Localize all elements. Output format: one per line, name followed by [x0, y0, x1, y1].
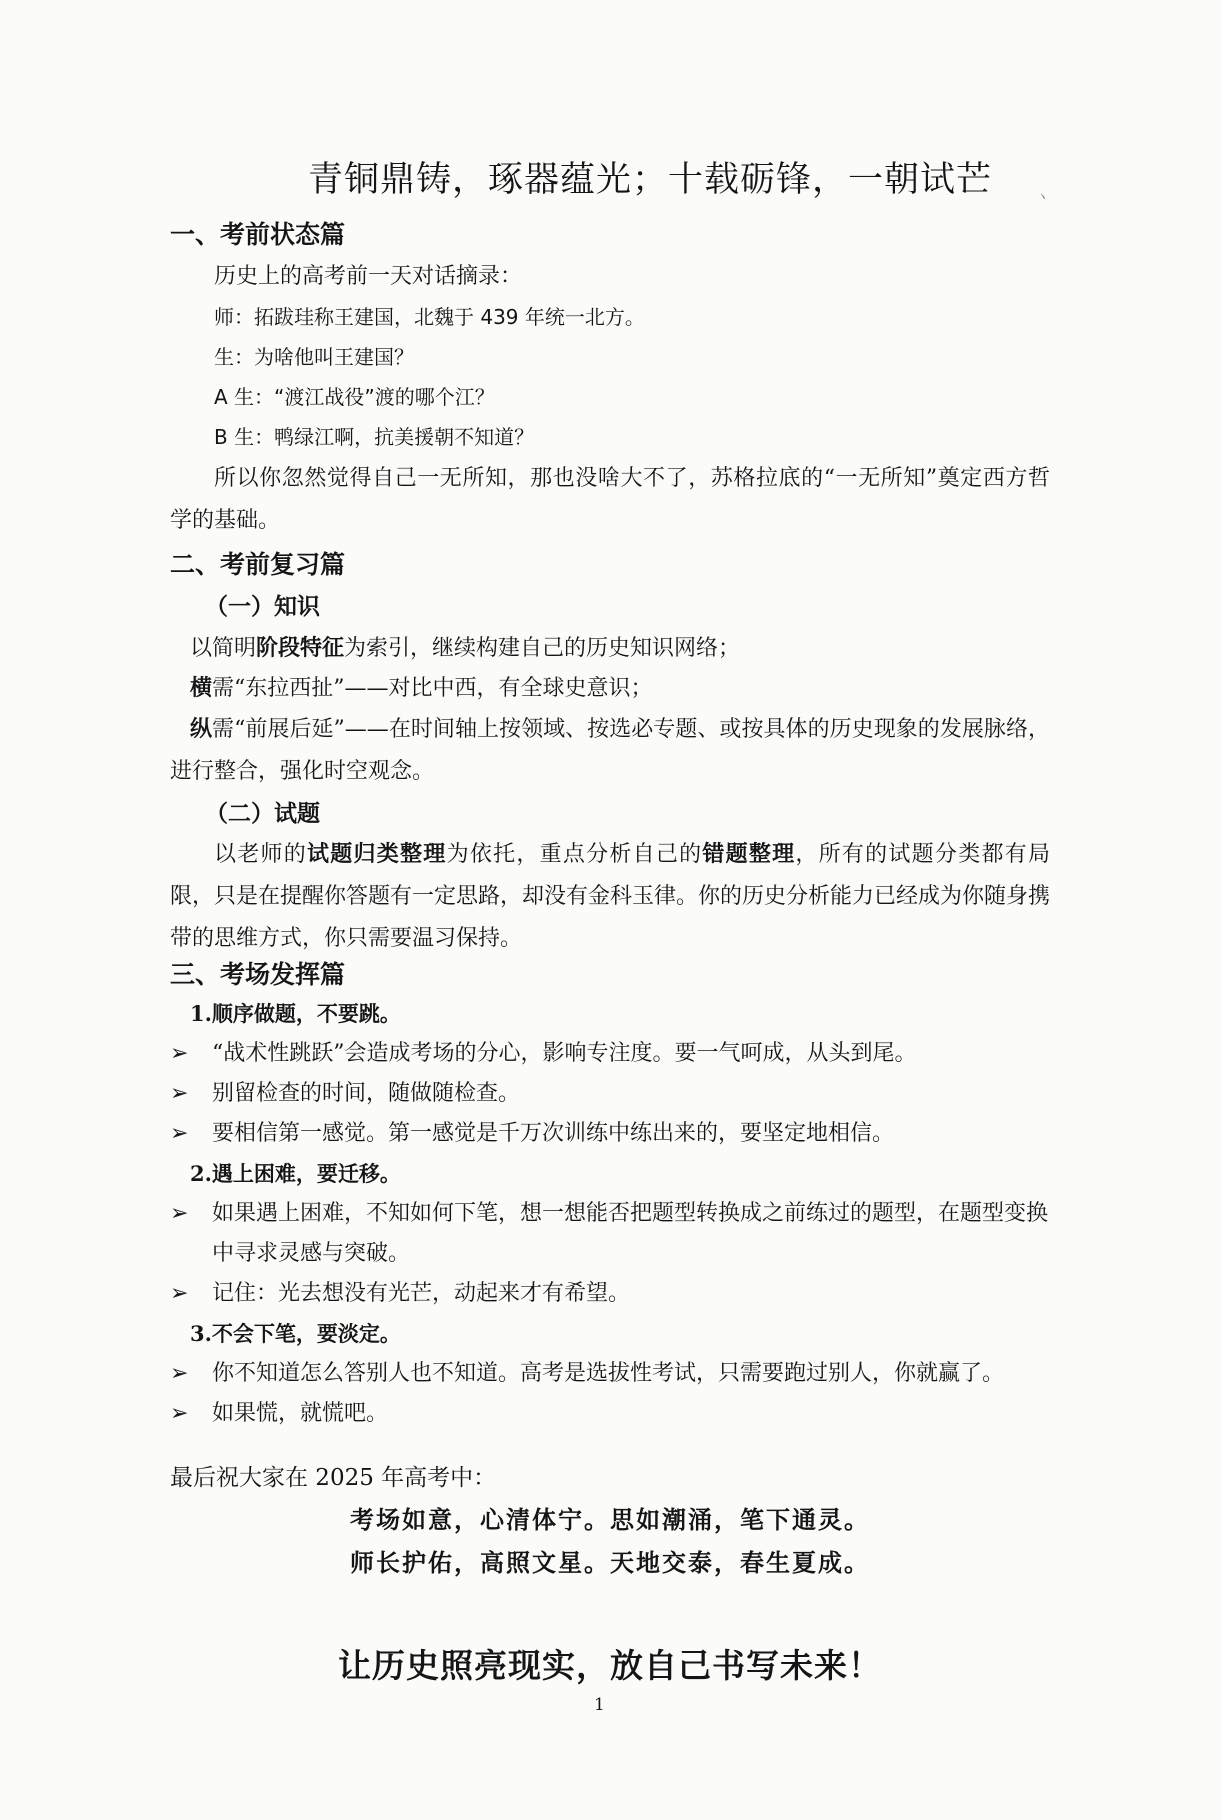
section3-heading: 三、考场发挥篇	[170, 960, 346, 989]
bullet-item: ➢ 记住：光去想没有光芒，动起来才有希望。	[170, 1274, 1050, 1314]
closing-intro: 最后祝大家在 2025 年高考中：	[170, 1465, 497, 1491]
arrow-bullet-icon: ➢	[170, 1081, 189, 1106]
page-number: 1	[594, 1695, 605, 1715]
arrow-bullet-icon: ➢	[170, 1361, 189, 1386]
knowledge-subheading: （一）知识	[205, 593, 320, 620]
arrow-bullet-icon: ➢	[170, 1041, 189, 1066]
group-2-title: 2.遇上困难，要迁移。	[190, 1161, 401, 1186]
bullet-item: ➢ “战术性跳跃”会造成考场的分心，影响专注度。要一气呵成，从头到尾。	[170, 1034, 1050, 1074]
knowledge-line-2: 横需“东拉西扯”——对比中西，有全球史意识；	[190, 675, 653, 701]
knowledge-line-1: 以简明阶段特征为索引，继续构建自己的历史知识网络；	[190, 635, 741, 661]
questions-paragraph: 以老师的试题归类整理为依托，重点分析自己的错题整理，所有的试题分类都有局限，只是在提醒你答题有一定思路，却没有金科玉律。你的历史分析能力已经成为你随身携带的思维方式，你只需要温习保持。	[170, 841, 1051, 951]
bullet-item: ➢ 如果慌，就慌吧。	[170, 1394, 1050, 1434]
dialog-line-3: A 生：“渡江战役”渡的哪个江？	[214, 385, 495, 409]
dialog-line-1: 师：拓跋珪称王建国，北魏于 439 年统一北方。	[214, 305, 645, 329]
arrow-bullet-icon: ➢	[170, 1401, 189, 1426]
knowledge-line-3: 纵需“前展后延”——在时间轴上按领域、按选必专题、或按具体的历史现象的发展脉络，进行整合，强化时空观念。	[170, 716, 1050, 784]
section1-heading: 一、考前状态篇	[170, 220, 346, 249]
blessing-line-1: 考场如意，心清体宁。思如潮涌，笔下通灵。	[350, 1505, 870, 1534]
closing-slogan: 让历史照亮现实，放自己书写未来！	[338, 1646, 882, 1685]
page-title: 青铜鼎铸，琢器蕴光；十载砺锋，一朝试芒	[307, 160, 992, 200]
arrow-bullet-icon: ➢	[170, 1121, 189, 1146]
arrow-bullet-icon: ➢	[170, 1281, 189, 1306]
dialog-line-2: 生：为啥他叫王建国？	[214, 345, 414, 369]
bullet-item: ➢ 如果遇上困难，不知如何下笔，想一想能否把题型转换成之前练过的题型，在题型变换中寻求灵感与突破。	[170, 1194, 1050, 1274]
arrow-bullet-icon: ➢	[170, 1201, 189, 1226]
section1-paragraph: 所以你忽然觉得自己一无所知，那也没啥大不了，苏格拉底的“一无所知”奠定西方哲学的基础。	[170, 466, 1050, 533]
corner-mark: ヽ	[1036, 190, 1050, 205]
bullet-item: ➢ 要相信第一感觉。第一感觉是千万次训练中练出来的，要坚定地相信。	[170, 1114, 1050, 1154]
bullet-item: ➢ 别留检查的时间，随做随检查。	[170, 1074, 1050, 1114]
questions-subheading: （二）试题	[205, 800, 320, 827]
section2-heading: 二、考前复习篇	[170, 550, 346, 579]
bullet-item: ➢ 你不知道怎么答别人也不知道。高考是选拔性考试，只需要跑过别人，你就赢了。	[170, 1354, 1050, 1394]
group-3-title: 3.不会下笔，要淡定。	[190, 1321, 401, 1346]
blessing-line-2: 师长护佑，高照文星。天地交泰，春生夏成。	[350, 1548, 870, 1577]
section1-intro: 历史上的高考前一天对话摘录：	[214, 264, 523, 289]
keyword-stage-features: 阶段特征	[256, 635, 345, 661]
group-1-title: 1.顺序做题，不要跳。	[190, 1001, 401, 1026]
dialog-line-4: B 生：鸭绿江啊，抗美援朝不知道？	[214, 425, 535, 449]
